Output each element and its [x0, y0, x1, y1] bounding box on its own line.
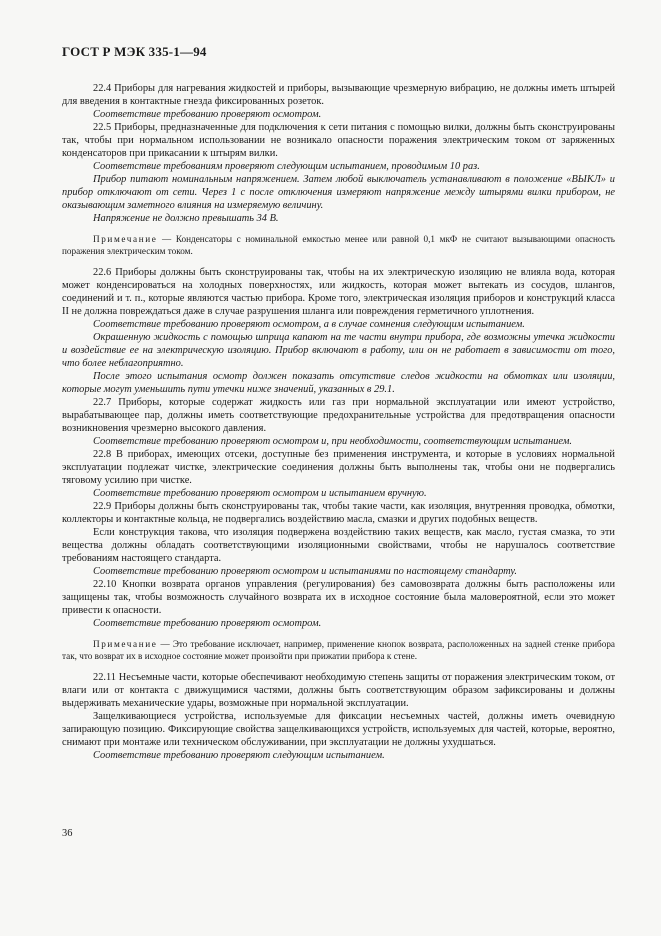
- paragraph: 22.10 Кнопки возврата органов управления (регулирования) без самовозврата должны быть расположены или защищены так, чтобы возможность случайного возврата их в исходное состояние была маловероятной, если это может привести к опасности.: [62, 579, 615, 617]
- paragraph: 22.6 Приборы должны быть сконструированы так, чтобы на их электрическую изоляцию не влияла вода, которая может конденсироваться на холодных поверхностях, или жидкость, которая может вытекать из сосудов, шлангов, соединений и т. п., которые являются частью прибора. Кроме того, электрическая изоляция приборов и конструкций класса II не должна повреждаться даже в случае разрушения шланга или повреждения герметичного уплотнения.: [62, 267, 615, 318]
- paragraph: 22.7 Приборы, которые содержат жидкость или газ при нормальной эксплуатации или имеют устройство, вырабатывающее пар, должны иметь соответствующие предохранительные устройства для предотвращения опасности возникновения чрезмерно высокого давления.: [62, 397, 615, 435]
- compliance-statement: Соответствие требованию проверяют осмотром.: [93, 109, 322, 120]
- compliance-statement: Соответствие требованиям проверяют следующим испытанием, проводимым 10 раз.: [93, 161, 480, 172]
- paragraph: Если конструкция такова, что изоляция подвержена воздействию таких веществ, как масло, густая смазка, то эти вещества должны обладать соответствующими изоляционными свойствами, чтобы не нарушалось соответствие требованиям настоящего стандарта.: [62, 527, 615, 565]
- compliance-statement: Соответствие требованию проверяют следующим испытанием.: [93, 750, 385, 762]
- note-text: — Это требование исключает, например, применение кнопок возврата, расположенных на задней стенке прибора так, что возврат их в исходное состояние может произойти при прижатии прибора к стене.: [62, 639, 615, 661]
- paragraph: 22.4 Приборы для нагревания жидкостей и приборы, вызывающие чрезмерную вибрацию, не должны иметь штырей для введения в контактные гнезда фиксированных розеток.: [62, 83, 615, 107]
- paragraph: 22.5 Приборы, предназначенные для подключения к сети питания с помощью вилки, должны быть сконструированы так, чтобы при нормальном использовании не возникало опасности поражения электрическим током от заряженных конденсаторов при прикасании к штырям вилки.: [62, 122, 615, 159]
- test-procedure: Окрашенную жидкость с помощью шприца капают на те части внутри прибора, где возможны утечка жидкости и воздействие ее на электрическую изоляцию. Прибор включают в работу, или он не работает в зависимости от того, что более неблагоприятно.: [62, 332, 615, 370]
- note-lead: Примечание: [93, 639, 158, 650]
- paragraph: Защелкивающиеся устройства, используемые для фиксации несъемных частей, должны иметь очевидную запирающую позицию. Фиксирующие свойства защелкивающихся устройств, используемых для частей, которые, вероятно, снимают при монтаже или техническом обслуживании, при эксплуатации не должны ухудшаться.: [62, 711, 615, 749]
- test-procedure: Прибор питают номинальным напряжением. Затем любой выключатель устанавливают в положение «ВЫКЛ» и прибор отключают от сети. Через 1 с после отключения измеряют напряжение между штырями вилки прибором, не оказывающим заметного влияния на измеряемую величину.: [62, 174, 615, 211]
- compliance-statement: Соответствие требованию проверяют осмотром и испытаниями по настоящему стандарту.: [93, 566, 517, 578]
- note-lead: Примечание: [93, 234, 158, 244]
- page-number: 36: [62, 828, 73, 839]
- note-text: — Конденсаторы с номинальной емкостью менее или равной 0,1 мкФ не считают вызывающими опасность поражения электрическим током.: [62, 234, 615, 256]
- compliance-statement: Соответствие требованию проверяют осмотром.: [93, 618, 322, 630]
- paragraph: 22.11 Несъемные части, которые обеспечивают необходимую степень защиты от поражения электрическим током, от влаги или от контакта с движущимися частями, должны быть соответствующим образом зафиксированы и должны выдерживать механические удары, возможные при нормальной эксплуатации.: [62, 672, 615, 710]
- test-criterion: После этого испытания осмотр должен показать отсутствие следов жидкости на обмотках или изоляции, которые могут уменьшить пути утечки ниже значений, указанных в 29.1.: [62, 371, 615, 396]
- standard-header: ГОСТ Р МЭК 335-1—94: [62, 44, 207, 59]
- test-criterion: Напряжение не должно превышать 34 В.: [93, 213, 279, 224]
- note: [62, 639, 615, 662]
- note: [62, 234, 615, 257]
- paragraph: 22.9 Приборы должны быть сконструированы так, чтобы такие части, как изоляция, внутренняя проводка, обмотки, коллекторы и контактные кольца, не подвергались воздействию масла, смазки и других подобных веществ.: [62, 501, 615, 526]
- compliance-statement: Соответствие требованию проверяют осмотром и, при необходимости, соответствующим испытанием.: [93, 436, 573, 448]
- compliance-statement: Соответствие требованию проверяют осмотром и испытанием вручную.: [93, 488, 427, 500]
- paragraph: 22.8 В приборах, имеющих отсеки, доступные без применения инструмента, и которые в условиях нормальной эксплуатации подлежат чистке, электрические соединения должны быть выполнены так, чтобы они не подвергались тяговому усилию при чистке.: [62, 449, 615, 487]
- document-body: [62, 82, 615, 762]
- compliance-statement: Соответствие требованию проверяют осмотром, а в случае сомнения следующим испытанием.: [93, 319, 525, 331]
